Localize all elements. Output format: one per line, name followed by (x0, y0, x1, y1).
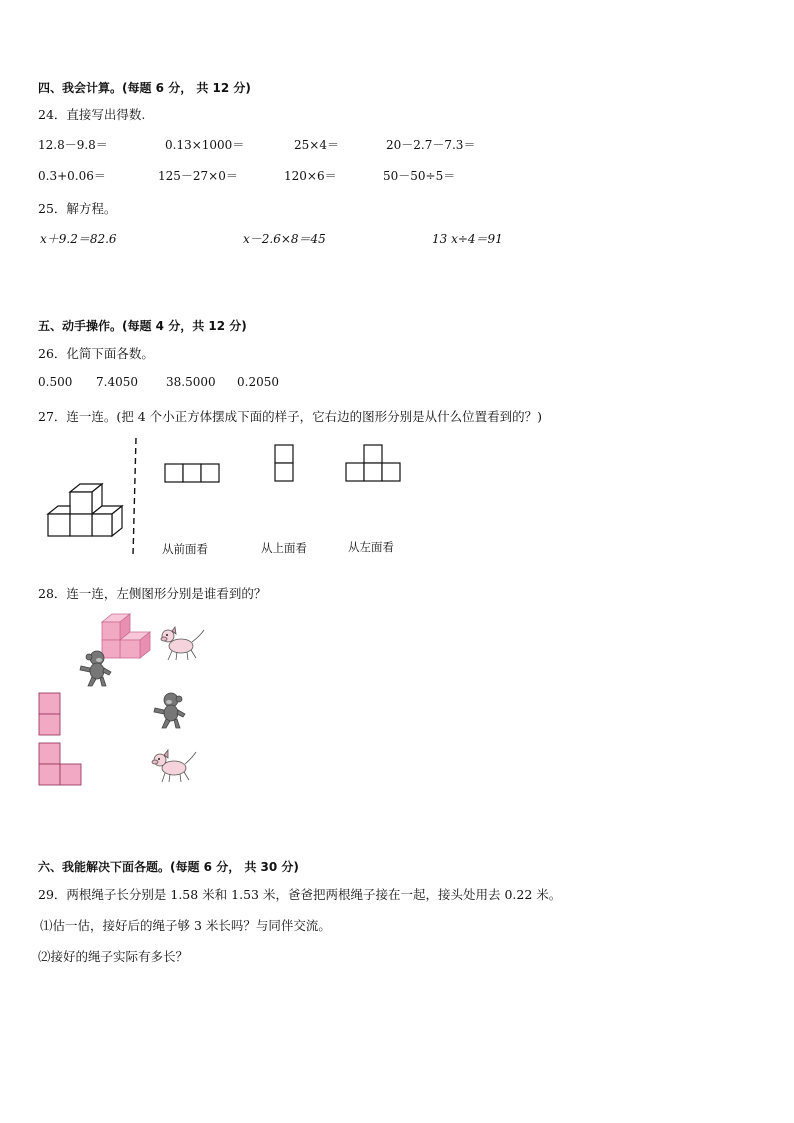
question-28-title: 28．连一连，左侧图形分别是谁看到的？ (38, 586, 267, 601)
view-figure-row (164, 463, 222, 484)
view-figure-t-shape (345, 444, 403, 484)
section-4-heading: 四、我会计算。(每题 6 分， 共 12 分) (38, 81, 251, 95)
question-29-title: 29．两根绳子长分别是 1.58 米和 1.53 米，爸爸把两根绳子接在一起，接头处用去 0.22 米。 (38, 887, 562, 902)
calc-24-8: 50－50÷5＝ (383, 169, 456, 183)
section-5-heading: 五、动手操作。(每题 4 分，共 12 分) (38, 319, 247, 333)
question-24-title: 24．直接写出得数. (38, 107, 146, 122)
monkey-icon-2 (152, 692, 188, 730)
number-3: 38.5000 (166, 375, 216, 389)
question-26-title: 26．化简下面各数。 (38, 346, 154, 361)
number-2: 7.4050 (96, 375, 138, 389)
question-25-title: 25．解方程。 (38, 201, 117, 216)
pink-view-l-shape (38, 742, 84, 786)
section-6-heading: 六、我能解决下面各题。(每题 6 分， 共 30 分) (38, 860, 299, 874)
number-4: 0.2050 (237, 375, 279, 389)
dashed-divider (132, 438, 138, 556)
monkey-icon (78, 650, 114, 688)
question-29-part2: ⑵接好的绳子实际有多长？ (38, 949, 189, 964)
calc-24-5: 0.3+0.06＝ (38, 169, 106, 183)
view-label-front: 从前面看 (162, 542, 208, 556)
equation-1: x＋9.2＝82.6 (40, 232, 117, 246)
view-label-top: 从上面看 (261, 541, 307, 555)
calc-24-4: 20－2.7－7.3＝ (386, 138, 476, 152)
equation-2: x－2.6×8＝45 (243, 232, 326, 246)
dog-icon (160, 626, 208, 662)
calc-24-7: 120×6＝ (284, 169, 337, 183)
calc-24-3: 25×4＝ (294, 138, 339, 152)
equation-3: 13 x÷4＝91 (432, 232, 503, 246)
question-29-part1: ⑴估一估，接好后的绳子够 3 米长吗？与同伴交流。 (40, 918, 331, 933)
pink-view-column (38, 692, 62, 736)
dog-icon-2 (150, 748, 200, 784)
calc-24-2: 0.13×1000＝ (165, 138, 245, 152)
calc-24-1: 12.8－9.8＝ (38, 138, 108, 152)
cube-stack-figure (40, 478, 130, 542)
view-label-left: 从左面看 (348, 540, 394, 554)
calc-24-6: 125－27×0＝ (158, 169, 238, 183)
number-1: 0.500 (38, 375, 73, 389)
view-figure-column (274, 444, 296, 484)
question-27-title: 27．连一连。(把 4 个小正方体摆成下面的样子，它右边的图形分别是从什么位置看到的？) (38, 409, 543, 424)
